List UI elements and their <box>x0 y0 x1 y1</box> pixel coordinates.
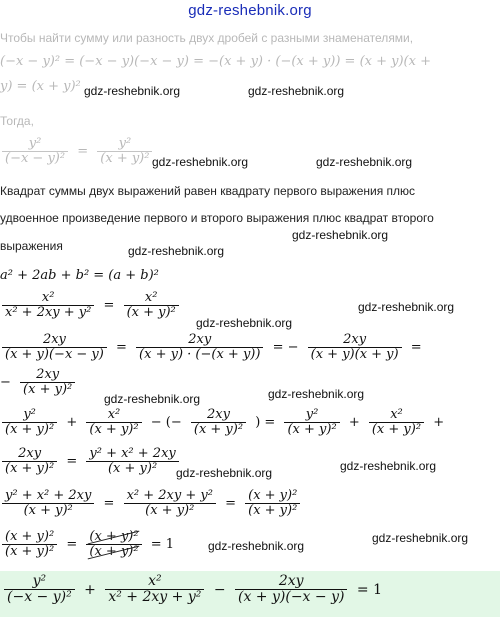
square-of-sum-identity: a² + 2ab + b² = (a + b)² <box>0 268 159 283</box>
equation-1: $\frac{\text{x²}}{\text{x² + 2xy + y²}}$ = $\frac{\text{x²}}{\text{(x + y)²}}$ <box>0 291 181 321</box>
equation-2: $\frac{2xy}{(x + y)(-x - y)}$ = $\frac{2xy}{(x + y) \cdot (-(x + y))}$ = − $\frac{2xy}{(x + y)(x + y)}$ = <box>0 333 425 363</box>
rule-text-line-1: Квадрат суммы двух выражений равен квадрату первого выражения плюс <box>0 184 416 198</box>
faded-equation-2: $\frac{\text{y²}}{\text{(−x − y)²}}$ = $\frac{\text{y²}}{\text{(x + y)²}}$ <box>0 137 154 167</box>
watermark-5: gdz-reshebnik.org <box>292 228 389 242</box>
watermark-1: gdz-reshebnik.org <box>84 84 181 98</box>
cancelled-fraction: $\frac{\text{(x + y)²}}{\text{(x + y)²}}$ <box>86 530 141 560</box>
watermark-4: gdz-reshebnik.org <box>316 155 413 169</box>
watermark-9: gdz-reshebnik.org <box>104 392 201 406</box>
equation-5: $\frac{\text{y² + x² + 2xy}}{\text{(x + y)²}}$ = $\frac{\text{x² + 2xy + y²}}{\text{(x + y)²}}$ = $\frac{\text{(x + y)²}}{\text{(x + y)²}}$ <box>0 489 302 519</box>
faded-equation-1: (−x − y)² = (−x − y)(−x − y) = −(x + y) · (−(x + y)) = (x + y)(x + <box>0 54 431 69</box>
watermark-7: gdz-reshebnik.org <box>358 300 455 314</box>
faded-intro-text: Чтобы найти сумму или разность двух дробей с разными знаменателями, <box>0 31 414 45</box>
equation-6: $\frac{\text{(x + y)²}}{\text{(x + y)²}}$ = $\frac{\text{(x + y)²}}{\text{(x + y)²}}$ = 1 <box>0 530 177 560</box>
site-header-watermark: gdz-reshebnik.org <box>188 2 312 19</box>
final-answer-equation: $\frac{\text{y²}}{\text{(−x − y)²}}$ + $\frac{\text{x²}}{\text{x² + 2xy + y²}}$ − $\frac{2xy}{(x + y)(-x - y)}$ = 1 <box>2 574 385 606</box>
faded-equation-1b: y) = (x + y)² <box>0 79 81 94</box>
watermark-2: gdz-reshebnik.org <box>248 84 345 98</box>
equation-2-continued: − $\frac{2xy}{\text{(x + y)²}}$ <box>0 368 77 398</box>
faded-then-text: Тогда, <box>0 114 34 128</box>
watermark-10: gdz-reshebnik.org <box>268 387 365 401</box>
rule-text-line-2: удвоенное произведение первого и второго выражения плюс квадрат второго <box>0 211 434 225</box>
watermark-13: gdz-reshebnik.org <box>208 539 305 553</box>
watermark-12: gdz-reshebnik.org <box>340 459 437 473</box>
watermark-3: gdz-reshebnik.org <box>152 155 249 169</box>
watermark-11: gdz-reshebnik.org <box>176 466 273 480</box>
watermark-14: gdz-reshebnik.org <box>372 531 469 545</box>
watermark-6: gdz-reshebnik.org <box>128 244 225 258</box>
equation-3: $\frac{\text{y²}}{\text{(x + y)²}}$ + $\frac{\text{x²}}{\text{(x + y)²}}$ − (− $\frac{2xy}{\text{(x + y)²}}$ ) = $\frac{\text{y²}}{\text{(x + y)²}}$ + $\frac{\text{x²}}{\text{(x + y)²}}$ + <box>0 408 447 438</box>
watermark-8: gdz-reshebnik.org <box>196 316 293 330</box>
rule-text-line-3: выражения <box>0 239 63 253</box>
equation-4: $\frac{2xy}{\text{(x + y)²}}$ = $\frac{\text{y² + x² + 2xy}}{\text{(x + y)²}}$ <box>0 447 181 477</box>
